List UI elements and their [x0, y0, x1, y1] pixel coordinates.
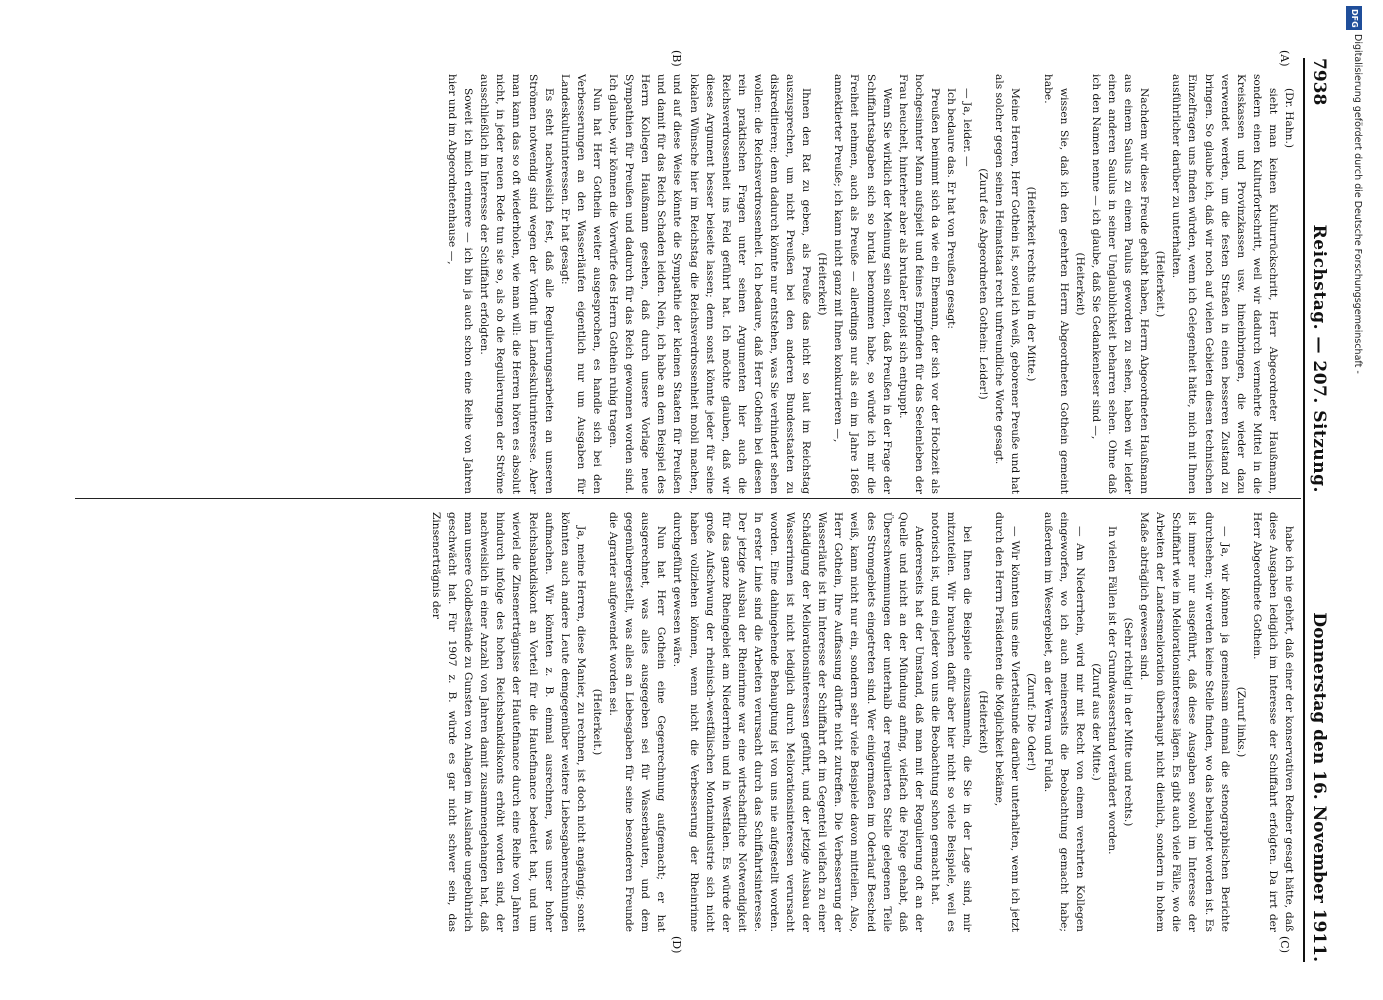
paragraph: — Ja, leider. — — [961, 88, 974, 167]
column-divider — [75, 498, 1301, 499]
paragraph: Meine Herren, Herr Gothein ist, soviel ich weiß, geborener Preuße und hat als solcher gegen seinen Heimatstaat recht unfreundliche Worte gesagt. — [993, 74, 1022, 494]
paragraph: Nun hat Herr Gothein eine Gegenrechnung aufgemacht; er hat ausgerechnet, was alles ausgegeben sei für Wasserbauten, und dem gegenübergestellt, was alles an Liebesgaben für seine besonderen Freunde die Agrarier aufgewendet worden sei. — [607, 512, 668, 932]
dfg-logo: DFG — [1346, 6, 1362, 30]
paragraph: Es steht nachweislich fest, daß alle Regulierungsarbeiten an unseren Strömen notwendig sind wegen der Vorflut im Landeskulturinteresse. Aber man kann das so oft wiederholen, wie man will: die Herren hören es absolut nicht, in jeder neuen Rede tun sie so, als ob die Regulierungen der Ströme ausschließlich im Interesse der Schiffahrt erfolgten. — [478, 74, 555, 494]
paragraph: Ja, meine Herren, diese Manier, zu rechnen, ist doch nicht angängig; sonst könnten auch andere Leute demgegenüber weitere Liebesgabenrechnungen aufmachen. Wir könnten z. B. einmal ausrechnen, was unser hoher Reichsbankdiskont an Vorteil für die Hautefinance bedeutet hat, und um wieviel die Zinsenerträgnisse der Hautefinance durch eine Reihe von Jahren hindurch infolge des hohen Reichsbankdiskonts erhöht worden sind, der nachweislich in einer Anzahl von Jahren damit zusammengehangen hat, daß man unsere Goldbestände zu Gunsten von Anlagen im Auslande ungebührlich geschwächt hat. Für 1907 z. B. würde es gar nicht schwer sein, das Zinsenerträgnis der — [430, 512, 587, 932]
left-text-column — [79, 74, 1297, 494]
paragraph: Ich bedaure das. Er hat von Preußen gesagt: — [945, 88, 958, 329]
paragraph: Andererseits hat der Umstand, daß man mit der Regulierung oft an der Quelle und nicht an der Mündung anfing, vielfach die Folge gehabt, daß Überschwemmungen der unterhalb der regulierten Stelle gelegenen Teile des Stromgebiets eingetreten sind. Wer einigermaßen im Oderlauf Bescheid weiß, kann nicht nur ein, sondern sehr viele Beispiele davon mitteilen. Also, Herr Gothein, Ihre Auffassung dürfte nicht zutreffen. Die Verbesserung der Wasserläufe ist im Interesse der Schiffahrt oft im Gegenteil vielfach zu einer Schädigung der Meliorationsinteressen geführt, und der jetzige Ausbau der Wasserrinnen ist nicht lediglich durch Meliorationsinteressen verursacht worden. Eine dahingehende Behauptung ist von uns nie aufgestellt worden. In erster Linie sind die Arbeiten verursacht durch das Schiffahrtsinteresse. Der jetzige Ausbau der Rheinrinne war eine wirtschaftliche Notwendigkeit für das ganze Rheingebiet am Niederrhein und in Westfalen. Es würde der große Aufschwung der rheinisch-westfälischen Montanindustrie sich nicht haben vollziehen können, wenn nicht die Verbesserung der Rheinrinne durchgeführt gewesen wäre. — [671, 512, 925, 932]
paragraph: sieht man keinen Kulturrückschritt, Herr Abgeordneter Haußmann, sondern einen Kulturfortschritt, weil wir dadurch vermehrte Mittel in die Kreiskassen und Provinzkassen usw. hineinbringen, die wieder dazu verwendet werden, um die festen Straßen in einen besseren Zustand zu bringen. So glaube ich, daß wir noch auf vielen Gebieten diesen technischen Einzelfragen uns finden würden, wenn ich Gelegenheit hätte, mich mit Ihnen ausführlicher darüber zu unterhalten. — [1170, 74, 1279, 494]
paragraph: bei Ihnen die Beispiele einzusammeln, die Sie in der Lage sind, mir mitzuteilen. Wir brauchen dafür aber hier nicht so viele Beispiele, weil es notorisch ist, und ein jeder von uns die Beobachtung schon gemacht hat. — [928, 512, 974, 932]
session-title: Reichstag. — 207. Sitzung. — [1309, 224, 1329, 493]
interjection: (Heiterkeit.) — [1154, 250, 1167, 318]
paragraph: Soweit ich mich erinnere — ich bin ja auch schon eine Reihe von Jahren hier und im Abgeordnetenhause —, — [446, 74, 475, 494]
interjection: (Heiterkeit rechts und in der Mitte.) — [1025, 186, 1038, 382]
paragraph: (Dr. Hahn.) — [1283, 88, 1295, 148]
paragraph: In vielen Fällen ist der Grundwasserstand verändert worden. — [1105, 526, 1118, 855]
interjection: (Zuruf: Die Oder!) — [1025, 673, 1038, 771]
paragraph: Nun hat Herr Gothein weiter ausgesprochen, es handle sich bei den Verbesserungen an den Wasserläufen eigentlich nur um Ausgaben für Landeskulturinteressen. Er hat gesagt: — [558, 74, 603, 494]
paragraph: wissen Sie, daß ich den geehrten Herrn Abgeordneten Gothein gemeint habe. — [1041, 74, 1070, 494]
paragraph: Wenn Sie wirklich der Meinung sein sollten, daß Preußen in der Frage der Schiffahrtsabgaben sich so brutal benommen habe, so würde ich mir die Freiheit nehmen, auch als Preuße — allerdings nur als ein im Jahre 1866 annektierter Preuße; ich kann nicht ganz mit Ihnen konkurrieren —, — [832, 74, 893, 494]
margin-mark-d: (D) — [670, 936, 683, 954]
page-number: 7938 — [1309, 58, 1329, 106]
session-date: Donnerstag den 16. November 1911. — [1309, 612, 1329, 962]
right-text-column — [79, 512, 1297, 932]
interjection: (Zuruf aus der Mitte.) — [1089, 663, 1102, 781]
margin-mark-a: (A) — [1278, 50, 1291, 67]
paragraph: Preußen benimmt sich da wie ein Ehemann, der sich vor der Hochzeit als hochgesinnter Mann aufspielt und feines Empfinden für das Seelenleben der Frau heuchelt, hinterher aber als brutaler Egoist sich entpuppt. — [896, 74, 941, 494]
paragraph: — Wir könnten uns eine Viertelstunde darüber unterhalten, wenn ich jetzt durch den Herrn Präsidenten die Möglichkeit bekäme, — [993, 512, 1022, 932]
interjection: (Heiterkeit) — [816, 252, 829, 316]
margin-mark-c: (C) — [1278, 936, 1291, 953]
paragraph: — Am Niederrhein, wird mir mit Recht von einem verehrten Kollegen eingeworfen, wo ich auch meinerseits die Beobachtung gemacht habe; außerdem im Wesergebiet, an der Werra und Fulda. — [1041, 512, 1086, 932]
paragraph: — Ja, wir können ja gemeinsam einmal die stenographischen Berichte durchsehen; wir werden keine Stelle finden, wo das behauptet worden ist. Es ist immer nur ausgeführt, daß diese Ausgaben sowohl im Interesse der Schiffahrt wie im Meliorationsinteresse lägen. Es gibt auch viele Fälle, wo die Arbeiten der Landesmelioration überhaupt nicht dienlich, sondern in hohem Maße abträglich gewesen sind. — [1138, 512, 1231, 932]
margin-mark-b: (B) — [670, 50, 683, 67]
interjection: (Heiterkeit) — [977, 690, 990, 754]
interjection: (Zuruf des Abgeordneten Gothein: Leider!) — [977, 168, 990, 400]
page-header — [1303, 58, 1341, 962]
interjection: (Heiterkeit) — [1073, 252, 1086, 316]
paragraph: Nachdem wir diese Freude gehabt haben, Herrn Abgeordneten Haußmann aus einem Saulus zu einem Paulus geworden zu sehen, haben wir leider einen anderen Saulus in seiner Unglaublichkeit beharren sehen. Ohne daß ich den Namen nenne — ich glaube, daß Sie Gedankenleser sind —, — [1089, 74, 1151, 494]
paragraph: Ihnen den Rat zu geben, als Preuße das nicht so laut im Reichstag auszusprechen, um nicht Preußen bei den anderen Bundesstaaten zu diskreditieren; denn dadurch könnte nur entstehen, was Sie verhindert sehen wollen: die Reichsverdrossenheit. Ich bedaure, daß Herr Gothein bei diesen rein praktischen Fragen unter seinen Argumenten hier auch die Reichsverdrossenheit ins Feld geführt hat. Ich möchte glauben, daß wir dieses Argument besser beiseite lassen; denn sonst könnte jeder für seine lokalen Wünsche hier im Reichstag die Reichsverdrossenheit mobil machen, und auf diese Weise könnte die Sympathie der kleinen Staaten für Preußen und damit für das Reich Schaden leiden. Nein, ich habe an dem Beispiel des Herrn Kollegen Haußmann gesehen, daß durch unsere Vorlage neue Sympathien für Preußen und dadurch für das Reich gewonnen worden sind. Ich glaube, wir können die Vorwürfe des Herrn Gothein ruhig tragen. — [607, 74, 813, 494]
interjection: (Zuruf links.) — [1234, 686, 1247, 758]
paragraph: habe ich nie gehört, daß einer der konservativen Redner gesagt hätte, daß diese Ausgaben lediglich im Interesse der Schiffahrt erfolgten. Da irrt der Herr Abgeordnete Gothein. — [1250, 512, 1295, 932]
interjection: (Heiterkeit.) — [590, 688, 603, 756]
interjection: (Sehr richtig! in der Mitte und rechts.) — [1122, 617, 1135, 827]
digitization-notice: Digitalisierung gefördert durch die Deutsche Forschungsgemeinschaft - — [1352, 34, 1363, 374]
